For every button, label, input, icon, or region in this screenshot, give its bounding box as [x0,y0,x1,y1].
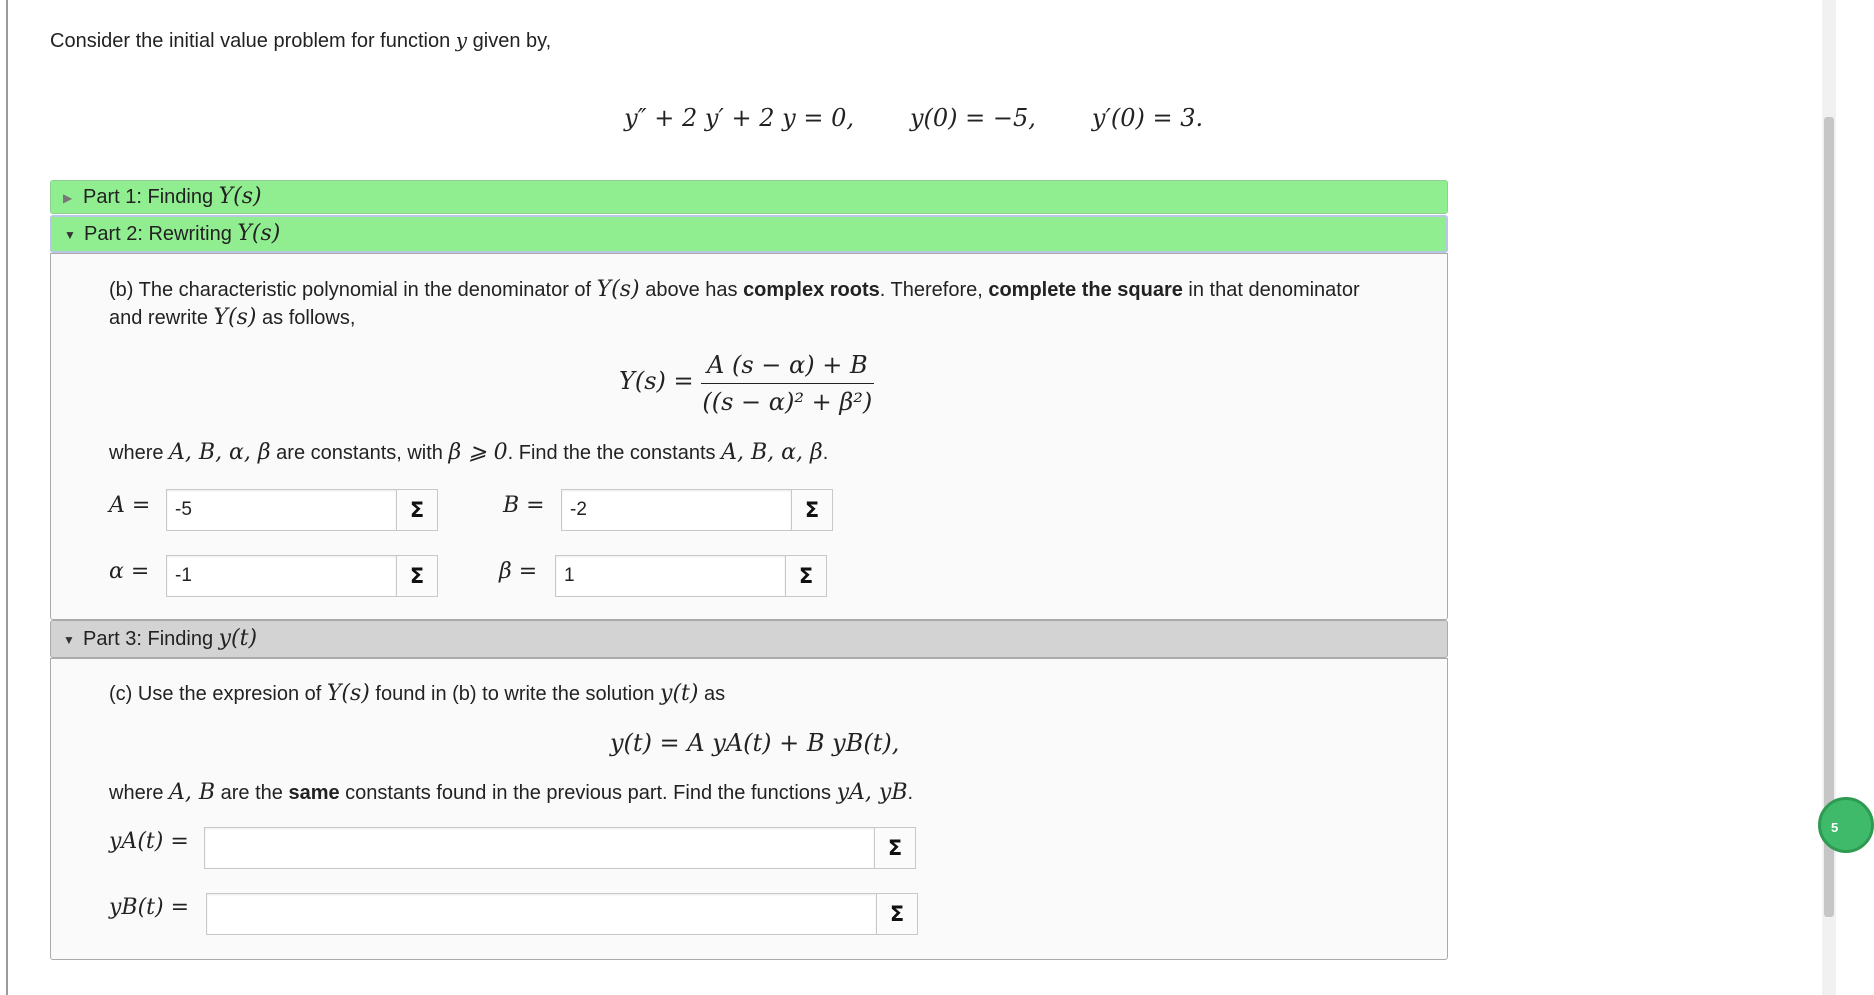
part2-label: Part 2: Rewriting [84,223,238,245]
part2-panel [50,253,1448,620]
part3-line1-b: found in (b) to write the solution [369,683,661,705]
part2-where-line [109,440,828,465]
answer-alpha-sigma-icon[interactable]: Σ [396,555,438,597]
part1-math: Y(s) [218,184,262,209]
part2-line2 [109,305,355,330]
part2-line1-d: in that denominator [1182,279,1360,301]
part2-formula-fraction [701,351,874,416]
caret-down-icon: ▼ [63,632,75,647]
answer-beta-input[interactable] [555,555,785,597]
part2-line2-a: and rewrite [109,307,214,329]
part2-where-math2: β ⩾ 0 [448,440,508,465]
answer-yA-sigma-icon[interactable]: Σ [874,827,916,869]
part1-header[interactable] [50,180,1448,214]
help-chat-bubble-icon[interactable] [1818,797,1874,853]
part2-line1-math: Y(s) [596,277,640,302]
part3-bold-same: same [288,782,340,804]
answer-yB-input[interactable] [206,893,876,935]
part2-where-math3: A, B, α, β [721,440,823,465]
part3-where-d: . [907,782,914,804]
answer-A-label: A = [109,493,151,518]
ivp-ic1: y(0) = −5, [909,104,1036,132]
part2-where-a: where [109,442,170,464]
answer-alpha-input[interactable] [166,555,396,597]
part2-math: Y(s) [237,221,281,246]
answer-A-input[interactable] [166,489,396,531]
part3-math: y(t) [218,626,258,651]
answer-alpha-label: α = [109,559,150,584]
intro-text-before: Consider the initial value problem for function [50,30,456,52]
part2-where-b: are constants, with [270,442,449,464]
ivp-equation [0,76,1824,132]
answer-yA-label: yA(t) = [109,829,189,854]
intro-var: y [455,28,468,52]
answer-yB-label: yB(t) = [109,895,190,920]
part3-where-math2: yA, yB [836,780,908,805]
part2-where-d: . [822,442,829,464]
part2-line2-b: as follows, [256,307,356,329]
part2-bold-complex-roots: complex roots [743,279,880,301]
ivp-ic2: y′(0) = 3. [1091,104,1204,132]
part2-line1-a: (b) The characteristic polynomial in the denominator of [109,279,597,301]
part2-line1-c: . Therefore, [879,279,989,301]
part2-where-math1: A, B, α, β [169,440,271,465]
part3-line1-c: as [698,683,726,705]
answer-yA-input[interactable] [204,827,874,869]
part2-formula-lhs: Y(s) = [619,367,694,395]
part2-bold-complete-square: complete the square [988,279,1183,301]
part2-line2-math: Y(s) [213,305,257,330]
part2-formula-denominator: ((s − α)² + β²) [702,388,873,416]
answer-B-label: B = [503,493,545,518]
caret-right-icon: ▶ [63,190,73,205]
part2-line1-b: above has [639,279,744,301]
answer-A-sigma-icon[interactable]: Σ [396,489,438,531]
caret-down-icon: ▼ [64,227,76,242]
part3-where-b: are the [215,782,289,804]
part3-where-math1: A, B [169,780,216,805]
intro-text [50,28,551,53]
answer-beta-sigma-icon[interactable]: Σ [785,555,827,597]
answer-B-sigma-icon[interactable]: Σ [791,489,833,531]
part3-line1-math2: y(t) [660,681,699,706]
answer-beta-label: β = [499,559,538,584]
part2-line1 [109,277,1360,302]
part3-where-line [109,780,913,805]
answer-yB-sigma-icon[interactable]: Σ [876,893,918,935]
part3-header[interactable] [50,620,1448,658]
part2-where-c: . Find the the constants [507,442,722,464]
part3-label: Part 3: Finding [83,628,219,650]
part3-line1-math1: Y(s) [326,681,370,706]
ivp-ode: y″ + 2 y′ + 2 y = 0, [624,104,854,132]
page-left-border [6,0,8,995]
answer-B-input[interactable] [561,489,791,531]
part3-where-c: constants found in the previous part. Find the functions [339,782,837,804]
scrollbar-thumb[interactable] [1824,117,1834,917]
part3-line1-a: (c) Use the expresion of [109,683,327,705]
intro-text-after: given by, [467,30,552,52]
part3-where-a: where [109,782,170,804]
part1-label: Part 1: Finding [83,186,219,208]
part3-line1 [109,681,725,706]
part2-formula-numerator: A (s − α) + B [701,351,874,384]
help-badge-text: 5 [1831,820,1839,835]
part3-formula: y(t) = A yA(t) + B yB(t), [610,729,900,757]
part3-panel [50,658,1448,960]
part2-header[interactable] [50,215,1448,253]
